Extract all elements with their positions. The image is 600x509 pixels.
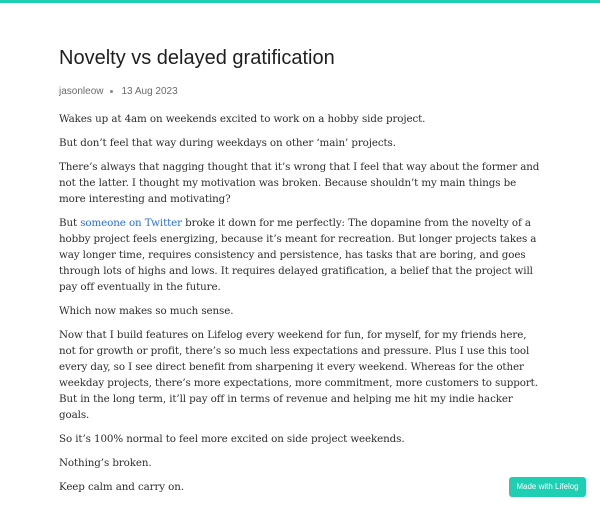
paragraph: Nothing’s broken. xyxy=(59,457,152,469)
paragraph: So it’s 100% normal to feel more excited on side project weekends. xyxy=(59,433,405,445)
article-body xyxy=(59,111,543,495)
article xyxy=(59,44,543,503)
post-date: 13 Aug 2023 xyxy=(121,86,178,97)
paragraph-text: broke it down for me perfectly: The dopamine from the novelty of a hobby project feels energizing, because it’s meant for recreation. But longer projects takes a way longer time, requires consistency and persistence, has tasks that are boring, and goes through lots of highs and lows. It requires delayed gratification, a belief that the project will pay off eventually in the future. xyxy=(59,217,537,293)
paragraph: Now that I build features on Lifelog every weekend for fun, for myself, for my friends here, not for growth or profit, there’s so much less expectations and pressure. Plus I use this tool every day, so I see direct benefit from sharpening it every weekend. Whereas for the other weekday projects, there’s more expectations, more commitment, more customers to support. But in the long term, it’ll pay off in terms of revenue and helping me hit my indie hacker goals. xyxy=(59,329,538,421)
paragraph: Keep calm and carry on. xyxy=(59,481,184,493)
post-meta xyxy=(59,86,543,97)
paragraph: Which now makes so much sense. xyxy=(59,305,234,317)
paragraph-twitter xyxy=(59,215,543,295)
paragraph: There’s always that nagging thought that it’s wrong that I feel that way about the former and not the latter. I thought my motivation was broken. Because shouldn’t my main things be more interesting and motivating? xyxy=(59,161,540,205)
meta-separator-dot xyxy=(110,90,113,93)
page-title: Novelty vs delayed gratification xyxy=(59,47,335,69)
paragraph-text: But xyxy=(59,217,81,229)
twitter-link[interactable]: someone on Twitter xyxy=(80,217,182,229)
author-name: jasonleow xyxy=(59,86,104,97)
made-with-lifelog-button[interactable]: Made with Lifelog xyxy=(509,477,586,497)
top-accent-bar xyxy=(0,0,600,3)
paragraph: But don’t feel that way during weekdays on other ‘main’ projects. xyxy=(59,137,396,149)
paragraph: Wakes up at 4am on weekends excited to work on a hobby side project. xyxy=(59,113,426,125)
